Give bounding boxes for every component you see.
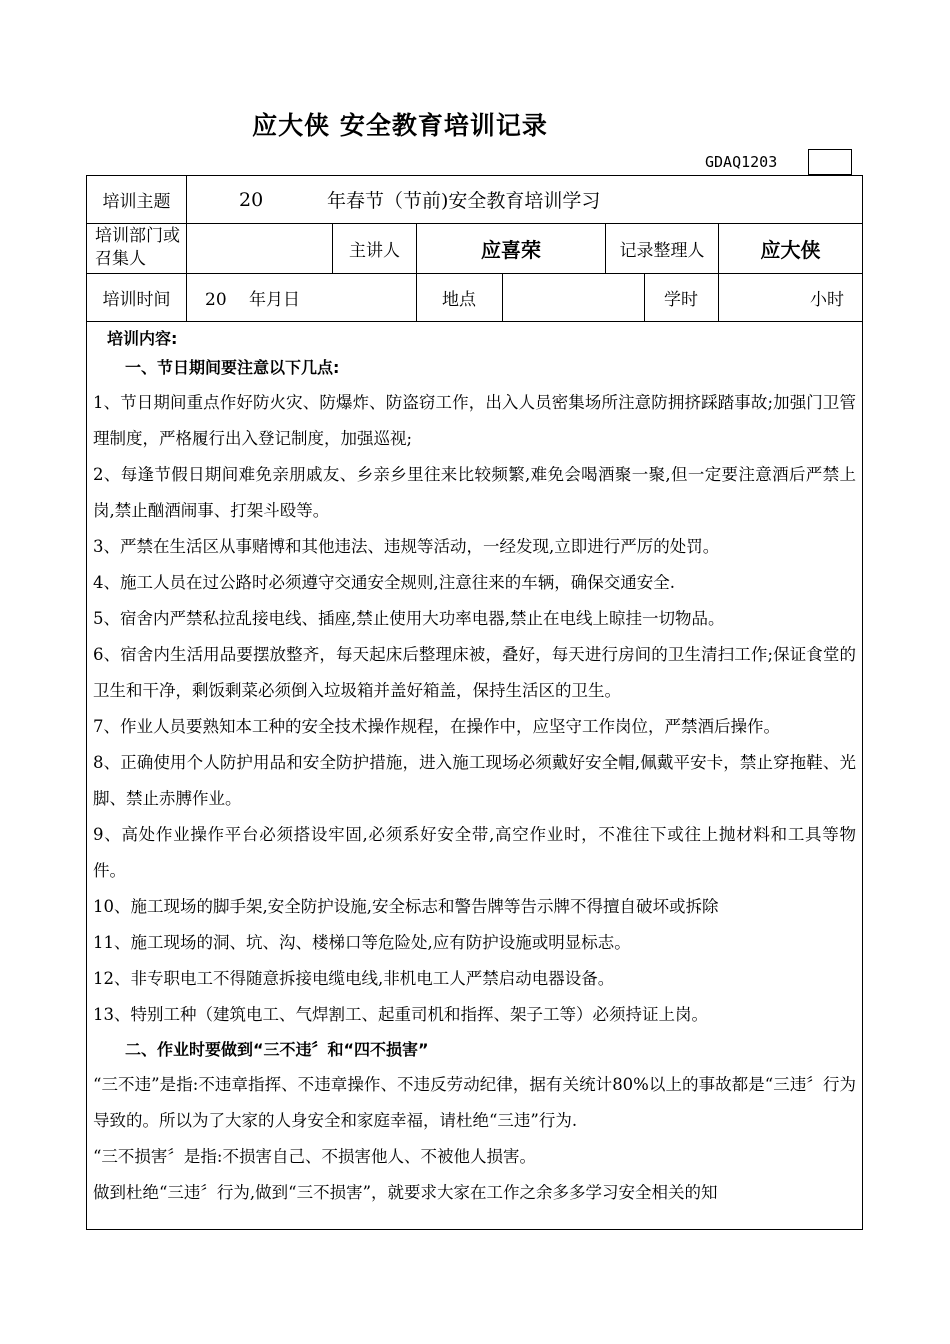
list-item: 5、宿舍内严禁私拉乱接电线、插座,禁止使用大功率电器,禁止在电线上晾挂一切物品。 [93, 609, 725, 628]
list-item: 12、非专职电工不得随意拆接电缆电线,非机电工人严禁启动电器设备。 [93, 969, 615, 988]
list-item: 2、每逢节假日期间难免亲朋戚友、乡亲乡里往来比较频繁,难免会喝酒聚一聚,但一定要注意酒后严禁上岗,禁止酗酒闹事、打架斗殴等。 [93, 465, 856, 520]
list-item: 7、作业人员要熟知本工种的安全技术操作规程，在操作中，应坚守工作岗位，严禁酒后操作。 [93, 717, 780, 736]
topic-value: 年春节（节前)安全教育培训学习 [327, 190, 601, 212]
recorder-name: 应大侠 [760, 237, 821, 262]
column-divider [644, 273, 645, 321]
place-value [503, 273, 644, 321]
paragraph: “三不违”是指:不违章指挥、不违章操作、不违反劳动纪律，据有关统计80%以上的事故都是“三违〞行为导致的。所以为了大家的人身安全和家庭幸福，请杜绝“三违”行为. [93, 1075, 856, 1130]
paragraph: “三不损害〞是指:不损害自己、不损害他人、不被他人损害。 [93, 1147, 536, 1166]
list-item: 9、高处作业操作平台必须搭设牢固,必须系好安全带,高空作业时，不准往下或往上抛材料和工具等物件。 [93, 825, 856, 880]
place-label: 地点 [442, 289, 476, 310]
section-1-title: 一、节日期间要注意以下几点: [125, 358, 340, 377]
speaker-name: 应喜荣 [481, 237, 541, 262]
dept-value [187, 223, 331, 273]
topic-year: 20 [239, 188, 264, 211]
paragraph: 做到杜绝“三违〞行为,做到“三不损害”，就要求大家在工作之余多多学习安全相关的知 [93, 1183, 718, 1202]
document-code: GDAQ1203 [705, 153, 778, 171]
training-content [87, 321, 862, 1211]
dept-label: 培训部门或召集人 [95, 226, 180, 269]
list-item: 1、节日期间重点作好防火灾、防爆炸、防盗窃工作，出入人员密集场所注意防拥挤踩踏事故;加强门卫管理制度，严格履行出入登记制度，加强巡视; [93, 393, 856, 448]
topic-label: 培训主题 [102, 192, 171, 212]
time-label: 培训时间 [102, 289, 171, 310]
time-value: 20 年月日 [205, 289, 301, 310]
content-label: 培训内容: [107, 329, 178, 348]
hours-value: 小时 [810, 289, 844, 310]
page-title: 应大侠 安全教育培训记录 [252, 111, 548, 140]
section-2-title: 二、作业时要做到“三不违〞和“四不损害” [125, 1040, 429, 1059]
hours-label: 学时 [664, 289, 698, 310]
list-item: 10、施工现场的脚手架,安全防护设施,安全标志和警告牌等告示牌不得擅自破坏或拆除 [93, 897, 719, 916]
list-item: 8、正确使用个人防护用品和安全防护措施，进入施工现场必须戴好安全帽,佩戴平安卡，禁止穿拖鞋、光脚、禁止赤膊作业。 [93, 753, 856, 808]
list-item: 6、宿舍内生活用品要摆放整齐，每天起床后整理床被，叠好，每天进行房间的卫生清扫工作;保证食堂的卫生和干净，剩饭剩菜必须倒入垃圾箱并盖好箱盖，保持生活区的卫生。 [93, 645, 856, 700]
speaker-label: 主讲人 [349, 240, 400, 261]
list-item: 11、施工现场的洞、坑、沟、楼梯口等危险处,应有防护设施或明显标志。 [93, 933, 631, 952]
code-box [808, 149, 852, 175]
list-item: 3、严禁在生活区从事赌博和其他违法、违规等活动，一经发现,立即进行严厉的处罚。 [93, 537, 720, 556]
list-item: 13、特别工种（建筑电工、气焊割工、起重司机和指挥、架子工等）必须持证上岗。 [93, 1005, 708, 1024]
list-item: 4、施工人员在过公路时必须遵守交通安全规则,注意往来的车辆，确保交通安全. [93, 573, 675, 592]
recorder-label: 记录整理人 [619, 240, 705, 261]
training-record-form [86, 175, 863, 1230]
